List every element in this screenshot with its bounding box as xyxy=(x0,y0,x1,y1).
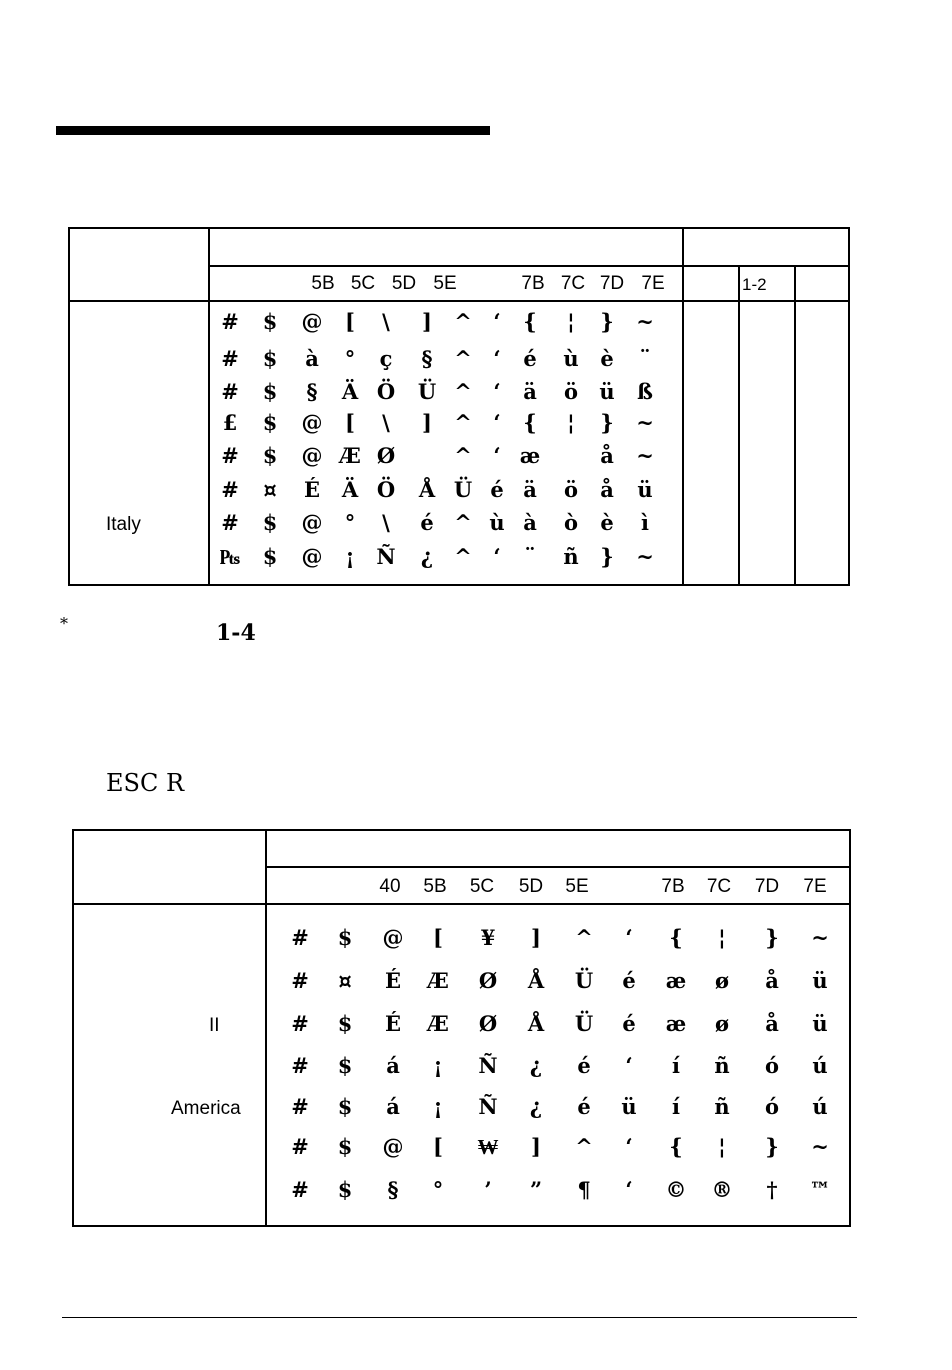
character-cell: á xyxy=(386,1053,400,1078)
table1-subheader-divider xyxy=(209,265,850,267)
character-cell: ¦ xyxy=(567,410,575,435)
character-cell: ^ xyxy=(575,925,593,950)
character-cell: Æ xyxy=(339,443,361,468)
hex-column-header: 5D xyxy=(518,876,544,897)
character-cell: @ xyxy=(382,925,404,950)
character-cell: $ xyxy=(262,410,278,435)
character-cell: í xyxy=(672,1053,680,1078)
character-cell: @ xyxy=(301,510,323,535)
character-cell: £ xyxy=(222,410,238,435)
character-cell: ¨ xyxy=(524,544,536,569)
character-cell: ^ xyxy=(454,309,472,334)
character-cell: [ xyxy=(345,410,355,435)
table2-bottom-border xyxy=(72,1225,850,1227)
table2-subheader-divider xyxy=(266,866,850,868)
table1-top-border xyxy=(68,227,850,229)
character-cell: # xyxy=(291,925,309,950)
hex-column-header: 7D xyxy=(754,876,780,897)
character-cell: é xyxy=(420,510,434,535)
table1-subheader-label: 1-2 xyxy=(742,275,767,294)
character-cell: ¦ xyxy=(718,1134,726,1159)
character-cell: Ä xyxy=(341,379,359,404)
character-cell: ] xyxy=(531,925,541,950)
character-cell: ] xyxy=(422,309,432,334)
character-cell: # xyxy=(291,1011,309,1036)
character-cell: [ xyxy=(433,1134,443,1159)
character-cell: Æ xyxy=(427,1011,449,1036)
character-cell: ™ xyxy=(809,1177,831,1202)
table1-country-divider xyxy=(208,227,210,586)
hex-column-header: 7B xyxy=(521,273,545,294)
character-cell: Ø xyxy=(376,443,396,468)
character-cell: } xyxy=(765,925,779,950)
table1-left-border xyxy=(68,227,70,586)
hex-column-header: 7B xyxy=(661,876,685,897)
character-cell: ó xyxy=(764,1094,779,1119)
table1-header-bottom xyxy=(68,300,850,302)
character-cell: å xyxy=(600,443,614,468)
character-cell: ¤ xyxy=(263,477,277,502)
character-cell: # xyxy=(291,1177,309,1202)
character-cell: ¡ xyxy=(433,1053,443,1078)
character-cell: í xyxy=(672,1094,680,1119)
character-cell: ^ xyxy=(454,346,472,371)
character-cell: # xyxy=(221,477,239,502)
character-cell: ñ xyxy=(714,1053,730,1078)
hex-column-header: 5E xyxy=(565,876,589,897)
character-cell: å xyxy=(600,477,614,502)
character-cell: É xyxy=(384,1011,401,1036)
character-cell: ] xyxy=(531,1134,541,1159)
table1-right-border xyxy=(848,227,850,586)
character-cell: é xyxy=(622,1011,636,1036)
character-cell: ₩ xyxy=(477,1134,499,1159)
character-cell: ° xyxy=(344,346,356,371)
character-cell: @ xyxy=(301,544,323,569)
hex-column-header: 7C xyxy=(706,876,732,897)
character-cell: ñ xyxy=(714,1094,730,1119)
country-label: II xyxy=(209,1015,220,1036)
header-rule xyxy=(56,126,490,135)
character-cell: { xyxy=(523,410,537,435)
character-cell: ® xyxy=(711,1177,733,1202)
character-cell: \ xyxy=(382,510,390,535)
character-cell: ‘ xyxy=(493,346,501,371)
character-cell: ~ xyxy=(636,443,654,468)
character-cell: Å xyxy=(527,968,545,993)
character-cell: $ xyxy=(262,510,278,535)
character-cell: Å xyxy=(418,477,436,502)
character-cell: [ xyxy=(345,309,355,334)
character-cell: æ xyxy=(665,968,687,993)
character-cell: ¦ xyxy=(718,925,726,950)
character-cell: ó xyxy=(764,1053,779,1078)
character-cell: Ñ xyxy=(478,1053,498,1078)
character-cell: § xyxy=(306,379,318,404)
character-cell: ü xyxy=(637,477,653,502)
table1-bottom-border xyxy=(68,584,850,586)
character-cell: ‘ xyxy=(625,1177,633,1202)
character-cell: ’ xyxy=(484,1177,492,1202)
character-cell: ‘ xyxy=(493,379,501,404)
character-cell: } xyxy=(600,309,614,334)
character-cell: ~ xyxy=(636,309,654,334)
character-cell: ~ xyxy=(636,544,654,569)
character-cell: ø xyxy=(714,1011,729,1036)
character-cell: ¡ xyxy=(345,544,355,569)
character-cell: ú xyxy=(812,1094,828,1119)
hex-column-header: 5B xyxy=(311,273,335,294)
character-cell: @ xyxy=(301,309,323,334)
character-cell: ß xyxy=(637,379,653,404)
character-cell: ç xyxy=(379,346,393,371)
character-cell: ^ xyxy=(575,1134,593,1159)
character-cell: ^ xyxy=(454,544,472,569)
hex-column-header: 7D xyxy=(599,273,625,294)
character-cell: ù xyxy=(563,346,579,371)
character-cell: æ xyxy=(665,1011,687,1036)
character-cell: } xyxy=(600,410,614,435)
character-cell: ¿ xyxy=(529,1094,543,1119)
character-cell: \ xyxy=(382,410,390,435)
character-cell: } xyxy=(600,544,614,569)
character-cell: ¡ xyxy=(433,1094,443,1119)
character-cell: ä xyxy=(523,477,537,502)
character-cell: Ø xyxy=(478,1011,498,1036)
footnote-ref: 1-4 xyxy=(216,620,256,646)
character-cell: ^ xyxy=(454,443,472,468)
character-cell: ¶ xyxy=(577,1177,591,1202)
table1-col-divider-a xyxy=(738,265,740,586)
character-cell: ò xyxy=(563,510,578,535)
character-cell: # xyxy=(291,1053,309,1078)
character-cell: @ xyxy=(301,410,323,435)
character-cell: ù xyxy=(489,510,505,535)
character-cell: à xyxy=(523,510,537,535)
character-cell: ‘ xyxy=(493,443,501,468)
character-cell: ‘ xyxy=(625,1053,633,1078)
character-cell: å xyxy=(765,968,779,993)
character-cell: # xyxy=(291,1094,309,1119)
hex-column-header: 5C xyxy=(350,273,376,294)
character-cell: Ü xyxy=(574,968,594,993)
character-cell: Ü xyxy=(574,1011,594,1036)
character-cell: ‘ xyxy=(493,410,501,435)
character-cell: Å xyxy=(527,1011,545,1036)
character-cell: $ xyxy=(337,925,353,950)
hex-column-header: 5C xyxy=(469,876,495,897)
character-cell: ] xyxy=(422,410,432,435)
character-cell: \ xyxy=(382,309,390,334)
character-cell: é xyxy=(577,1094,591,1119)
table1-col-divider-b xyxy=(794,265,796,586)
character-cell: @ xyxy=(382,1134,404,1159)
character-cell: ü xyxy=(621,1094,637,1119)
character-cell: ¨ xyxy=(639,346,651,371)
character-cell: ¿ xyxy=(529,1053,543,1078)
character-cell: ‘ xyxy=(625,925,633,950)
country-label: America xyxy=(171,1098,241,1119)
character-cell: ü xyxy=(812,1011,828,1036)
character-cell: Ä xyxy=(341,477,359,502)
character-cell: Ö xyxy=(376,477,396,502)
character-cell: # xyxy=(291,968,309,993)
hex-column-header: 5D xyxy=(391,273,417,294)
table2-top-border xyxy=(72,829,850,831)
section-heading: ESC R xyxy=(106,769,185,797)
hex-column-header: 7E xyxy=(641,273,665,294)
character-cell: $ xyxy=(262,443,278,468)
character-cell: # xyxy=(221,443,239,468)
character-cell: # xyxy=(291,1134,309,1159)
character-cell: $ xyxy=(337,1094,353,1119)
character-cell: ä xyxy=(523,379,537,404)
character-cell: é xyxy=(577,1053,591,1078)
character-cell: ö xyxy=(563,379,578,404)
table2-left-border xyxy=(72,829,74,1227)
character-cell: è xyxy=(600,346,614,371)
character-cell: [ xyxy=(433,925,443,950)
character-cell: $ xyxy=(262,379,278,404)
table1-code-divider xyxy=(682,227,684,586)
character-cell: ‘ xyxy=(493,309,501,334)
character-cell: ° xyxy=(432,1177,444,1202)
character-cell: ‘ xyxy=(493,544,501,569)
character-cell: ¤ xyxy=(338,968,352,993)
character-cell: Ü xyxy=(453,477,473,502)
character-cell: ° xyxy=(344,510,356,535)
character-cell: ü xyxy=(812,968,828,993)
character-cell: # xyxy=(221,346,239,371)
hex-column-header: 5E xyxy=(433,273,457,294)
character-cell: # xyxy=(221,379,239,404)
character-cell: é xyxy=(523,346,537,371)
character-cell: # xyxy=(221,510,239,535)
table2-header-bottom xyxy=(72,903,850,905)
character-cell: Ü xyxy=(417,379,437,404)
character-cell: ¿ xyxy=(420,544,434,569)
character-cell: § xyxy=(387,1177,399,1202)
character-cell: ~ xyxy=(636,410,654,435)
character-cell: à xyxy=(305,346,319,371)
character-cell: } xyxy=(765,1134,779,1159)
character-cell: ^ xyxy=(454,510,472,535)
character-cell: § xyxy=(421,346,433,371)
character-cell: á xyxy=(386,1094,400,1119)
character-cell: ö xyxy=(563,477,578,502)
hex-column-header: 7E xyxy=(803,876,827,897)
table2-right-border xyxy=(849,829,851,1227)
footer-rule xyxy=(62,1317,857,1318)
character-cell: ₧ xyxy=(219,544,241,569)
character-cell: æ xyxy=(519,443,541,468)
character-cell: $ xyxy=(262,309,278,334)
character-cell: è xyxy=(600,510,614,535)
character-cell: ü xyxy=(599,379,615,404)
character-cell: ~ xyxy=(811,1134,829,1159)
country-label: Italy xyxy=(106,514,141,535)
character-cell: $ xyxy=(337,1177,353,1202)
character-cell: ¦ xyxy=(567,309,575,334)
character-cell: å xyxy=(765,1011,779,1036)
character-cell: # xyxy=(221,309,239,334)
character-cell: © xyxy=(665,1177,687,1202)
character-cell: ^ xyxy=(454,410,472,435)
character-cell: $ xyxy=(337,1134,353,1159)
character-cell: ” xyxy=(529,1177,543,1202)
footnote-star: * xyxy=(60,614,68,633)
hex-column-header: 5B xyxy=(423,876,447,897)
table2-country-divider xyxy=(265,829,267,1227)
character-cell: Ñ xyxy=(478,1094,498,1119)
character-cell: É xyxy=(384,968,401,993)
character-cell: ^ xyxy=(454,379,472,404)
character-cell: $ xyxy=(262,346,278,371)
character-cell: $ xyxy=(337,1053,353,1078)
character-cell: ¥ xyxy=(480,925,496,950)
character-cell: É xyxy=(303,477,320,502)
character-cell: @ xyxy=(301,443,323,468)
character-cell: $ xyxy=(337,1011,353,1036)
character-cell: † xyxy=(766,1177,778,1202)
character-cell: Ø xyxy=(478,968,498,993)
character-cell: Æ xyxy=(427,968,449,993)
character-cell: Ö xyxy=(376,379,396,404)
character-cell: { xyxy=(669,1134,683,1159)
hex-column-header: 7C xyxy=(560,273,586,294)
character-cell: ñ xyxy=(563,544,579,569)
character-cell: ø xyxy=(714,968,729,993)
hex-column-header: 40 xyxy=(379,876,401,897)
character-cell: { xyxy=(669,925,683,950)
character-cell: Ñ xyxy=(376,544,396,569)
character-cell: ì xyxy=(641,510,649,535)
character-cell: $ xyxy=(262,544,278,569)
character-cell: é xyxy=(490,477,504,502)
character-cell: { xyxy=(523,309,537,334)
character-cell: ú xyxy=(812,1053,828,1078)
character-cell: é xyxy=(622,968,636,993)
character-cell: ~ xyxy=(811,925,829,950)
character-cell: ‘ xyxy=(625,1134,633,1159)
